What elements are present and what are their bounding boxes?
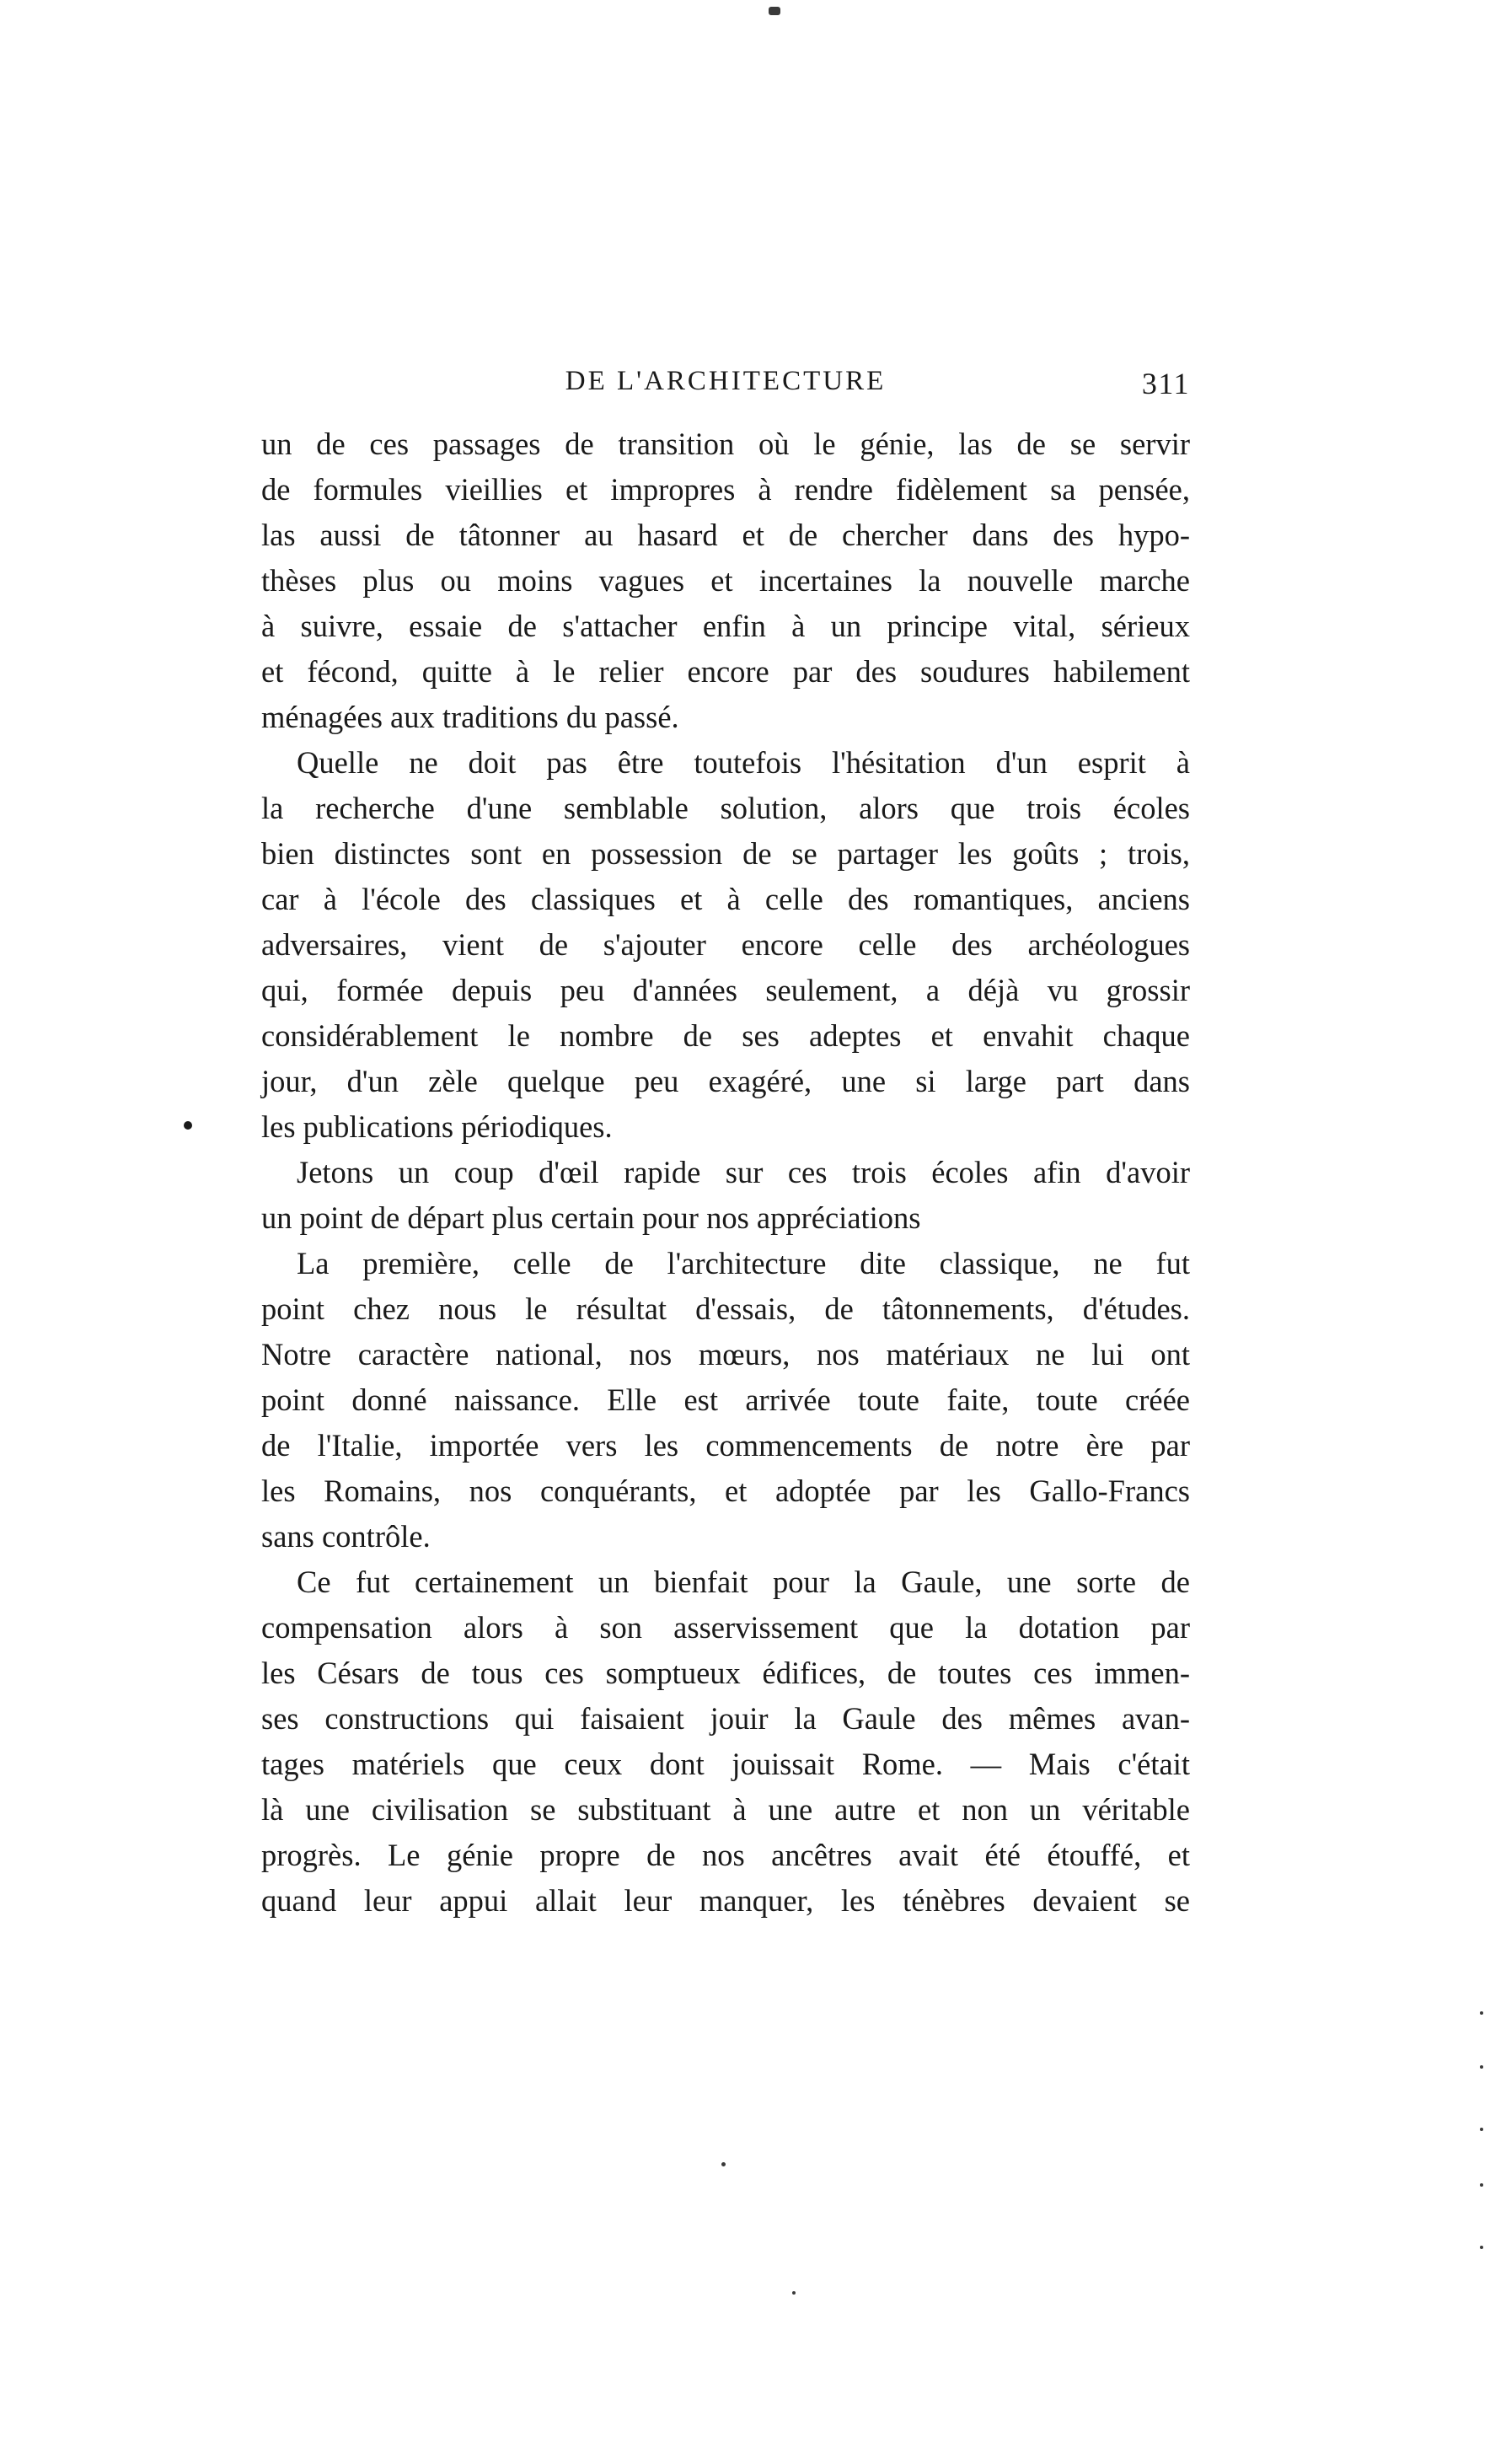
running-title: DE L'ARCHITECTURE (565, 366, 887, 396)
text-line: et fécond, quitte à le relier encore par des soudures habilement (261, 654, 1190, 689)
text-line: las aussi de tâtonner au hasard et de chercher dans des hypo- (261, 518, 1190, 552)
text-line: à suivre, essaie de s'attacher enfin à un principe vital, sérieux (261, 609, 1190, 643)
text-line: les Césars de tous ces somptueux édifices, de toutes ces immen- (261, 1656, 1190, 1690)
text-line: La première, celle de l'architecture dite classique, ne fut (297, 1246, 1190, 1280)
text-line: les Romains, nos conquérants, et adoptée par les Gallo-Francs (261, 1474, 1190, 1508)
print-speck (769, 7, 780, 15)
text-line: Ce fut certainement un bienfait pour la Gaule, une sorte de (297, 1565, 1190, 1599)
text-line: sans contrôle. (261, 1519, 431, 1554)
text-line: de formules vieillies et impropres à rendre fidèlement sa pensée, (261, 472, 1190, 507)
text-line: un point de départ plus certain pour nos appréciations (261, 1200, 921, 1235)
text-line: là une civilisation se substituant à une autre et non un véritable (261, 1792, 1190, 1827)
text-line: Quelle ne doit pas être toutefois l'hésitation d'un esprit à (297, 745, 1190, 780)
text-line: les publications périodiques. (261, 1109, 613, 1144)
print-speck (1480, 2183, 1483, 2187)
text-line: car à l'école des classiques et à celle des romantiques, anciens (261, 882, 1190, 916)
text-line: bien distinctes sont en possession de se partager les goûts ; trois, (261, 836, 1190, 871)
text-line: thèses plus ou moins vagues et incertaines la nouvelle marche (261, 563, 1190, 598)
text-line: compensation alors à son asservissement que la dotation par (261, 1610, 1190, 1645)
text-line: Jetons un coup d'œil rapide sur ces trois écoles afin d'avoir (297, 1155, 1190, 1189)
text-line: point chez nous le résultat d'essais, de tâtonnements, d'études. (261, 1291, 1190, 1326)
text-line: la recherche d'une semblable solution, alors que trois écoles (261, 791, 1190, 825)
print-speck (721, 2162, 726, 2166)
text-line: Notre caractère national, nos mœurs, nos matériaux ne lui ont (261, 1337, 1190, 1372)
print-speck (1480, 2065, 1483, 2069)
text-line: de l'Italie, importée vers les commencements de notre ère par (261, 1428, 1190, 1463)
text-line: un de ces passages de transition où le génie, las de se servir (261, 427, 1190, 461)
running-head (261, 354, 1190, 405)
print-speck (1480, 2128, 1483, 2131)
text-line: jour, d'un zèle quelque peu exagéré, une si large part dans (261, 1064, 1190, 1098)
text-line: qui, formée depuis peu d'années seulement, a déjà vu grossir (261, 973, 1190, 1007)
text-line: tages matériels que ceux dont jouissait Rome. — Mais c'était (261, 1747, 1190, 1781)
margin-mark (184, 1121, 192, 1130)
print-speck (792, 2291, 796, 2295)
print-speck (1480, 2011, 1483, 2015)
text-line: ménagées aux traditions du passé. (261, 700, 679, 734)
print-speck (1480, 2246, 1483, 2249)
text-line: ses constructions qui faisaient jouir la Gaule des mêmes avan- (261, 1701, 1190, 1736)
text-line: considérablement le nombre de ses adeptes et envahit chaque (261, 1018, 1190, 1053)
body-text (261, 421, 1190, 1924)
text-line: point donné naissance. Elle est arrivée toute faite, toute créée (261, 1382, 1190, 1417)
text-line: progrès. Le génie propre de nos ancêtres avait été étouffé, et (261, 1838, 1190, 1872)
page-number: 311 (1141, 367, 1190, 400)
text-line: adversaires, vient de s'ajouter encore celle des archéologues (261, 927, 1190, 962)
text-line: quand leur appui allait leur manquer, les ténèbres devaient se (261, 1883, 1190, 1918)
